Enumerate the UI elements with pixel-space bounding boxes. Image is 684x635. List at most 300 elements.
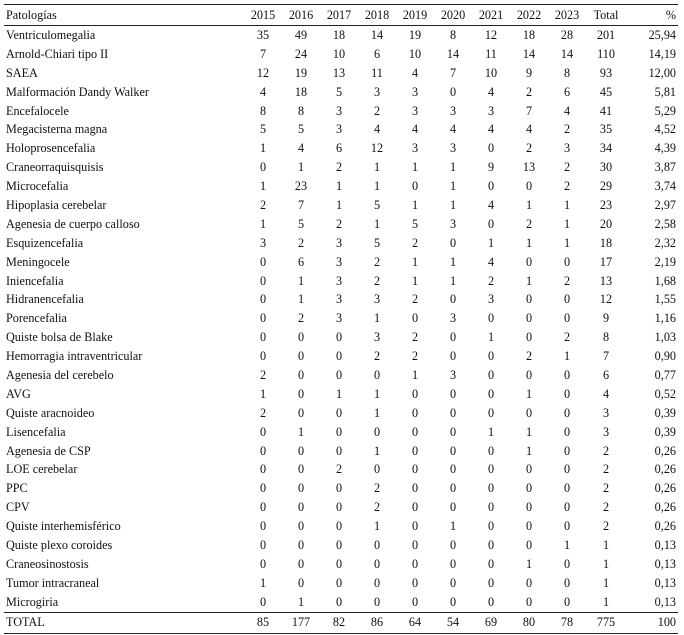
percent-cell: 1,16 (654, 311, 676, 326)
y2015-cell: 0 (259, 481, 267, 496)
y2016-cell: 5 (297, 122, 305, 137)
y2023-cell: 0 (563, 481, 571, 496)
y2021-cell: 1 (487, 424, 495, 439)
y2022-cell: 0 (525, 367, 533, 382)
y2019-cell: 10 (408, 46, 422, 61)
y2021-cell: 0 (487, 462, 495, 477)
y2015-cell: 0 (259, 273, 267, 288)
y2021-cell: 0 (487, 141, 495, 156)
total-cell: 2 (602, 481, 610, 496)
y2021-cell: 0 (487, 386, 495, 401)
y2021-cell: 3 (487, 292, 495, 307)
pathology-cell: Hidranencefalia (6, 292, 84, 307)
y2023-cell: 0 (563, 443, 571, 458)
y2018-cell: 5 (373, 235, 381, 250)
table-row (4, 574, 678, 593)
pathology-cell: Ventriculomegalia (6, 27, 96, 42)
y2021-cell: 0 (487, 216, 495, 231)
y2017-cell: 0 (335, 519, 343, 534)
table-row (4, 555, 678, 574)
y2020-cell: 14 (446, 46, 460, 61)
table-row (4, 423, 678, 442)
percent-cell: 2,97 (654, 197, 676, 212)
y2015-cell: 0 (259, 160, 267, 175)
y2021-cell: 0 (487, 594, 495, 609)
percent-cell: 3,74 (654, 179, 676, 194)
y2023-cell: 0 (563, 500, 571, 515)
total-cell: 2 (602, 519, 610, 534)
percent-cell: 0,13 (654, 575, 676, 590)
y2017-cell: 5 (335, 84, 343, 99)
y2022-cell: 1 (525, 386, 533, 401)
y2018-cell: 11 (371, 65, 383, 80)
total-cell: 23 (599, 197, 613, 212)
y2021-cell: 10 (484, 65, 498, 80)
y2020-cell: 0 (449, 500, 457, 515)
pathology-cell: Porencefalia (6, 311, 67, 326)
y2023-cell: 0 (563, 519, 571, 534)
header-2016: 2016 (282, 5, 320, 26)
percent-cell: 2,32 (654, 235, 676, 250)
y2016-cell: 18 (294, 84, 308, 99)
y2020-cell: 0 (449, 235, 457, 250)
y2018-cell: 1 (373, 216, 381, 231)
y2022-cell: 0 (525, 179, 533, 194)
y2023-cell: 0 (563, 424, 571, 439)
y2015-cell: 2 (259, 405, 267, 420)
y2018-cell: 1 (373, 405, 381, 420)
total-cell: 41 (599, 103, 613, 118)
header-2015: 2015 (244, 5, 282, 26)
pathology-cell: Craneosinostosis (6, 556, 89, 571)
y2022-cell: 0 (525, 311, 533, 326)
y2019-cell: 1 (411, 273, 419, 288)
y2019-cell: 0 (411, 443, 419, 458)
y2021-cell: 2 (487, 273, 495, 288)
total-cell: 2 (602, 443, 610, 458)
y2020-cell: 3 (449, 141, 457, 156)
y2018-cell: 3 (373, 292, 381, 307)
total-cell: 7 (602, 349, 610, 364)
total-cell: 18 (599, 235, 613, 250)
y2018-cell: 0 (373, 462, 381, 477)
y2017-cell: 2 (335, 160, 343, 175)
pathology-cell: AVG (6, 386, 31, 401)
pathologies-table (4, 4, 678, 634)
total-cell: 1 (602, 537, 610, 552)
y2021-cell: 3 (487, 103, 495, 118)
pathologies-table-container (4, 4, 678, 634)
y2016-cell: 1 (297, 594, 305, 609)
y2022-cell: 0 (525, 481, 533, 496)
y2023-cell: 2 (563, 160, 571, 175)
table-row (4, 479, 678, 498)
y2023-cell: 0 (563, 575, 571, 590)
y2022-cell: 9 (525, 65, 533, 80)
total-2023: 78 (548, 612, 586, 633)
pathology-cell: Malformación Dandy Walker (6, 84, 149, 99)
y2022-cell: 0 (525, 500, 533, 515)
y2022-cell: 1 (525, 424, 533, 439)
y2020-cell: 0 (449, 330, 457, 345)
y2022-cell: 4 (525, 122, 533, 137)
y2021-cell: 0 (487, 481, 495, 496)
y2018-cell: 1 (373, 443, 381, 458)
y2020-cell: 0 (449, 405, 457, 420)
y2017-cell: 0 (335, 500, 343, 515)
table-row (4, 158, 678, 177)
header-2019: 2019 (396, 5, 434, 26)
y2020-cell: 0 (449, 84, 457, 99)
y2021-cell: 4 (487, 122, 495, 137)
percent-cell: 25,94 (648, 27, 676, 42)
y2021-cell: 0 (487, 367, 495, 382)
y2021-cell: 0 (487, 179, 495, 194)
y2020-cell: 0 (449, 443, 457, 458)
y2019-cell: 0 (411, 424, 419, 439)
y2020-cell: 0 (449, 481, 457, 496)
y2015-cell: 4 (259, 84, 267, 99)
y2016-cell: 1 (297, 424, 305, 439)
y2021-cell: 0 (487, 443, 495, 458)
y2019-cell: 0 (411, 575, 419, 590)
y2016-cell: 2 (297, 235, 305, 250)
y2015-cell: 2 (259, 367, 267, 382)
percent-cell: 14,19 (648, 46, 676, 61)
table-row (4, 385, 678, 404)
pathology-cell: Agenesia de CSP (6, 443, 91, 458)
y2018-cell: 12 (370, 141, 384, 156)
pathology-cell: Agenesia del cerebelo (6, 367, 114, 382)
y2018-cell: 2 (373, 500, 381, 515)
y2016-cell: 0 (297, 349, 305, 364)
y2020-cell: 4 (449, 122, 457, 137)
y2021-cell: 0 (487, 519, 495, 534)
y2017-cell: 3 (335, 235, 343, 250)
y2017-cell: 3 (335, 311, 343, 326)
y2019-cell: 0 (411, 179, 419, 194)
y2020-cell: 1 (449, 197, 457, 212)
y2021-cell: 0 (487, 349, 495, 364)
y2020-cell: 0 (449, 386, 457, 401)
y2022-cell: 2 (525, 84, 533, 99)
percent-cell: 0,26 (654, 519, 676, 534)
y2016-cell: 1 (297, 160, 305, 175)
y2023-cell: 8 (563, 65, 571, 80)
y2020-cell: 1 (449, 254, 457, 269)
y2020-cell: 1 (449, 273, 457, 288)
pathology-cell: LOE cerebelar (6, 462, 78, 477)
y2022-cell: 2 (525, 141, 533, 156)
total-sum: 775 (586, 612, 626, 633)
y2020-cell: 1 (449, 519, 457, 534)
y2023-cell: 2 (563, 179, 571, 194)
y2017-cell: 3 (335, 273, 343, 288)
y2020-cell: 0 (449, 349, 457, 364)
y2015-cell: 5 (259, 122, 267, 137)
table-row (4, 196, 678, 215)
y2019-cell: 2 (411, 292, 419, 307)
y2015-cell: 1 (259, 179, 267, 194)
total-2016: 177 (282, 612, 320, 633)
header-2017: 2017 (320, 5, 358, 26)
y2019-cell: 3 (411, 84, 419, 99)
pathology-cell: SAEA (6, 65, 38, 80)
header-total: Total (586, 5, 626, 26)
y2015-cell: 0 (259, 311, 267, 326)
percent-cell: 0,26 (654, 481, 676, 496)
table-row (4, 460, 678, 479)
y2015-cell: 35 (256, 27, 270, 42)
total-2017: 82 (320, 612, 358, 633)
header-pathology: Patologías (4, 5, 244, 26)
pathology-cell: Tumor intracraneal (6, 575, 100, 590)
y2022-cell: 0 (525, 254, 533, 269)
total-cell: 3 (602, 424, 610, 439)
y2021-cell: 0 (487, 500, 495, 515)
total-row (4, 612, 678, 633)
y2023-cell: 0 (563, 292, 571, 307)
y2016-cell: 7 (297, 197, 305, 212)
y2021-cell: 1 (487, 235, 495, 250)
y2017-cell: 6 (335, 141, 343, 156)
pathology-cell: Hipoplasia cerebelar (6, 197, 107, 212)
y2017-cell: 0 (335, 424, 343, 439)
y2016-cell: 4 (297, 141, 305, 156)
percent-cell: 1,68 (654, 273, 676, 288)
total-cell: 45 (599, 84, 613, 99)
table-row (4, 290, 678, 309)
y2021-cell: 4 (487, 254, 495, 269)
y2021-cell: 9 (487, 160, 495, 175)
y2015-cell: 1 (259, 216, 267, 231)
y2017-cell: 0 (335, 367, 343, 382)
y2018-cell: 0 (373, 424, 381, 439)
y2015-cell: 0 (259, 254, 267, 269)
y2019-cell: 0 (411, 500, 419, 515)
y2018-cell: 2 (373, 254, 381, 269)
y2016-cell: 0 (297, 386, 305, 401)
y2019-cell: 3 (411, 103, 419, 118)
y2019-cell: 0 (411, 556, 419, 571)
table-row (4, 64, 678, 83)
total-cell: 1 (602, 556, 610, 571)
total-percent: 100 (626, 612, 678, 633)
table-row (4, 366, 678, 385)
y2022-cell: 1 (525, 443, 533, 458)
table-row (4, 442, 678, 461)
y2022-cell: 2 (525, 349, 533, 364)
total-2020: 54 (434, 612, 472, 633)
y2022-cell: 0 (525, 330, 533, 345)
y2023-cell: 0 (563, 594, 571, 609)
percent-cell: 0,26 (654, 443, 676, 458)
y2022-cell: 14 (522, 46, 536, 61)
y2019-cell: 2 (411, 330, 419, 345)
y2018-cell: 0 (373, 575, 381, 590)
total-cell: 2 (602, 462, 610, 477)
total-cell: 8 (602, 330, 610, 345)
y2016-cell: 0 (297, 556, 305, 571)
table-row (4, 234, 678, 253)
y2015-cell: 0 (259, 462, 267, 477)
y2015-cell: 0 (259, 537, 267, 552)
y2017-cell: 0 (335, 537, 343, 552)
y2018-cell: 3 (373, 330, 381, 345)
header-2022: 2022 (510, 5, 548, 26)
y2020-cell: 0 (449, 537, 457, 552)
y2016-cell: 2 (297, 311, 305, 326)
y2018-cell: 1 (373, 179, 381, 194)
total-2019: 64 (396, 612, 434, 633)
total-cell: 34 (599, 141, 613, 156)
y2019-cell: 0 (411, 386, 419, 401)
y2019-cell: 1 (411, 254, 419, 269)
table-row (4, 83, 678, 102)
total-cell: 4 (602, 386, 610, 401)
table-row (4, 253, 678, 272)
y2020-cell: 0 (449, 292, 457, 307)
table-row (4, 328, 678, 347)
table-row (4, 177, 678, 196)
y2023-cell: 2 (563, 122, 571, 137)
y2015-cell: 0 (259, 556, 267, 571)
y2021-cell: 4 (487, 197, 495, 212)
table-row (4, 536, 678, 555)
y2015-cell: 2 (259, 197, 267, 212)
y2017-cell: 10 (332, 46, 346, 61)
y2015-cell: 0 (259, 349, 267, 364)
y2017-cell: 0 (335, 443, 343, 458)
percent-cell: 3,87 (654, 160, 676, 175)
percent-cell: 0,39 (654, 424, 676, 439)
pathology-cell: Arnold-Chiari tipo II (6, 46, 109, 61)
y2015-cell: 8 (259, 103, 267, 118)
table-body (4, 26, 678, 613)
y2023-cell: 1 (563, 537, 571, 552)
y2019-cell: 0 (411, 462, 419, 477)
pathology-cell: Holoprosencefalia (6, 141, 96, 156)
y2019-cell: 0 (411, 311, 419, 326)
y2021-cell: 0 (487, 575, 495, 590)
total-2015: 85 (244, 612, 282, 633)
y2023-cell: 0 (563, 367, 571, 382)
y2019-cell: 1 (411, 160, 419, 175)
y2023-cell: 0 (563, 405, 571, 420)
y2020-cell: 0 (449, 424, 457, 439)
y2016-cell: 0 (297, 462, 305, 477)
y2020-cell: 1 (449, 179, 457, 194)
y2019-cell: 0 (411, 594, 419, 609)
y2023-cell: 1 (563, 349, 571, 364)
table-row (4, 593, 678, 612)
total-cell: 20 (599, 216, 613, 231)
percent-cell: 5,81 (654, 84, 676, 99)
table-row (4, 45, 678, 64)
y2018-cell: 1 (373, 311, 381, 326)
y2022-cell: 1 (525, 197, 533, 212)
y2017-cell: 0 (335, 405, 343, 420)
total-cell: 3 (602, 405, 610, 420)
total-label: TOTAL (4, 612, 244, 633)
total-cell: 2 (602, 500, 610, 515)
y2023-cell: 28 (560, 27, 574, 42)
y2023-cell: 0 (563, 386, 571, 401)
table-row (4, 404, 678, 423)
table-row (4, 26, 678, 45)
y2021-cell: 0 (487, 537, 495, 552)
y2017-cell: 0 (335, 481, 343, 496)
y2018-cell: 2 (373, 273, 381, 288)
y2016-cell: 0 (297, 500, 305, 515)
y2019-cell: 2 (411, 235, 419, 250)
y2017-cell: 1 (335, 197, 343, 212)
y2018-cell: 3 (373, 84, 381, 99)
y2021-cell: 12 (484, 27, 498, 42)
y2022-cell: 0 (525, 537, 533, 552)
y2016-cell: 5 (297, 216, 305, 231)
y2022-cell: 2 (525, 216, 533, 231)
pathology-cell: CPV (6, 500, 30, 515)
y2016-cell: 1 (297, 273, 305, 288)
total-cell: 17 (599, 254, 613, 269)
y2019-cell: 0 (411, 405, 419, 420)
y2019-cell: 2 (411, 349, 419, 364)
y2015-cell: 0 (259, 292, 267, 307)
y2023-cell: 2 (563, 330, 571, 345)
y2020-cell: 3 (449, 367, 457, 382)
y2018-cell: 0 (373, 594, 381, 609)
y2018-cell: 0 (373, 537, 381, 552)
y2020-cell: 0 (449, 594, 457, 609)
y2017-cell: 3 (335, 122, 343, 137)
y2017-cell: 0 (335, 349, 343, 364)
y2017-cell: 1 (335, 386, 343, 401)
table-row (4, 272, 678, 291)
y2017-cell: 0 (335, 330, 343, 345)
total-cell: 93 (599, 65, 613, 80)
y2022-cell: 13 (522, 160, 536, 175)
pathology-cell: Quiste interhemisférico (6, 519, 121, 534)
header-row (4, 5, 678, 26)
total-cell: 1 (602, 594, 610, 609)
y2019-cell: 19 (408, 27, 422, 42)
total-2022: 80 (510, 612, 548, 633)
percent-cell: 4,52 (654, 122, 676, 137)
header-2020: 2020 (434, 5, 472, 26)
header-2023: 2023 (548, 5, 586, 26)
percent-cell: 0,26 (654, 500, 676, 515)
total-cell: 12 (599, 292, 613, 307)
y2023-cell: 4 (563, 103, 571, 118)
y2016-cell: 0 (297, 537, 305, 552)
y2018-cell: 2 (373, 103, 381, 118)
percent-cell: 0,26 (654, 462, 676, 477)
y2015-cell: 1 (259, 141, 267, 156)
y2017-cell: 2 (335, 216, 343, 231)
y2017-cell: 3 (335, 292, 343, 307)
y2021-cell: 11 (485, 46, 497, 61)
y2023-cell: 0 (563, 556, 571, 571)
y2016-cell: 0 (297, 367, 305, 382)
header-2021: 2021 (472, 5, 510, 26)
y2018-cell: 0 (373, 367, 381, 382)
y2016-cell: 1 (297, 292, 305, 307)
y2016-cell: 6 (297, 254, 305, 269)
y2018-cell: 14 (370, 27, 384, 42)
y2016-cell: 24 (294, 46, 308, 61)
y2022-cell: 0 (525, 575, 533, 590)
